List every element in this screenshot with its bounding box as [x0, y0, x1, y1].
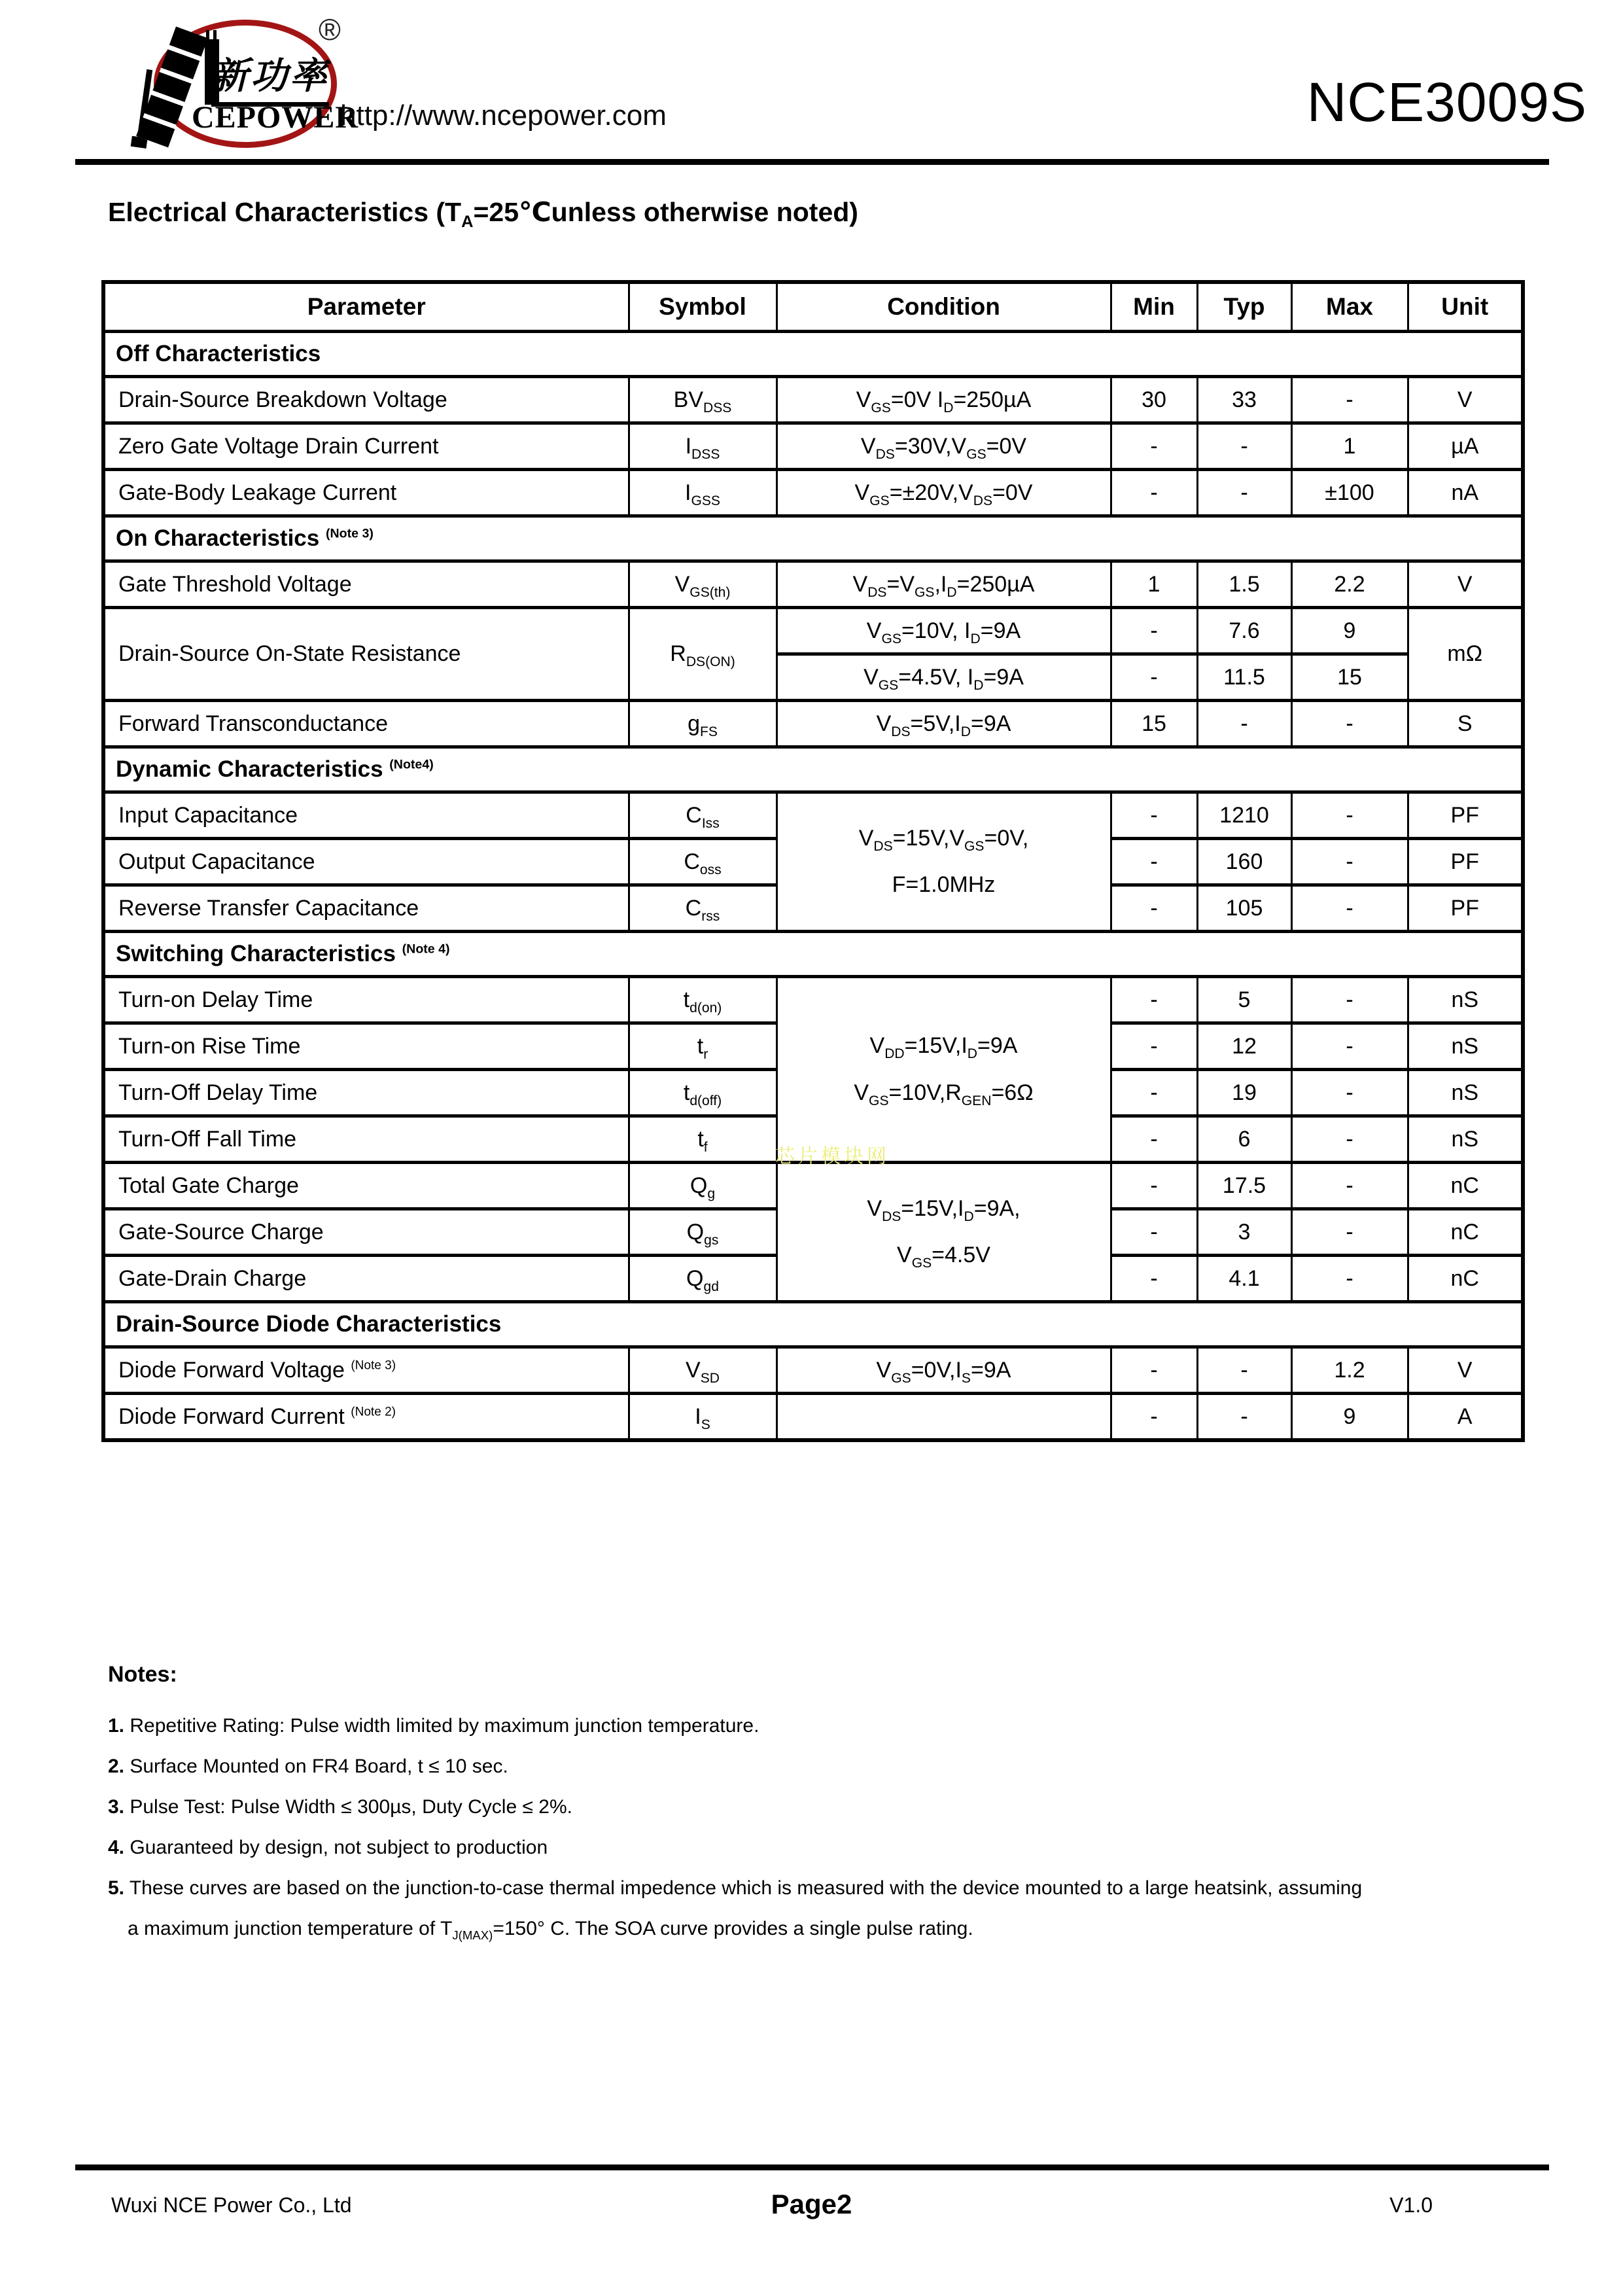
- electrical-characteristics-table: [101, 280, 1525, 1442]
- value-cell: $t_f$: [629, 1116, 777, 1163]
- notes-title: Notes:: [108, 1662, 177, 1687]
- column-header: Parameter: [103, 282, 629, 332]
- value-cell: -: [1291, 1163, 1408, 1209]
- value-cell: 7.6: [1197, 608, 1291, 654]
- note-number: 2.: [108, 1756, 125, 1777]
- value-cell: -: [1197, 701, 1291, 747]
- column-header: Symbol: [629, 282, 777, 332]
- section-header: Dynamic Characteristics $^{(Note4)}$: [103, 747, 1523, 792]
- ncepower-logo: [75, 7, 357, 154]
- value-cell: 17.5: [1197, 1163, 1291, 1209]
- value-cell: -: [1111, 423, 1197, 470]
- parameter-cell: Input Capacitance: [103, 792, 629, 839]
- value-cell: $V_{GS(th)}$: [629, 561, 777, 608]
- parameter-cell: Drain-Source Breakdown Voltage: [103, 377, 629, 423]
- parameter-cell: Gate-Drain Charge: [103, 1256, 629, 1302]
- notes-list: [108, 1706, 1521, 1956]
- value-cell: -: [1111, 1209, 1197, 1256]
- parameter-cell: Reverse Transfer Capacitance: [103, 885, 629, 932]
- value-cell: PF: [1408, 792, 1523, 839]
- note-number: 1.: [108, 1715, 125, 1737]
- page-title: Electrical Characteristics ($T_A=25℃unless$ otherwise noted): [108, 197, 858, 232]
- value-cell: -: [1111, 1256, 1197, 1302]
- table-row: [103, 1163, 1523, 1209]
- parameter-cell: Turn-Off Delay Time: [103, 1070, 629, 1116]
- value-cell: -: [1291, 1116, 1408, 1163]
- watermark-text: 芯片模块网: [775, 1146, 890, 1167]
- value-cell: 15: [1111, 701, 1197, 747]
- parameter-cell: Diode Forward Current $^{(Note 2)}$: [103, 1394, 629, 1441]
- value-cell: $R_{DS(ON)}$: [629, 608, 777, 701]
- value-cell: -: [1291, 1070, 1408, 1116]
- section-row: [103, 1302, 1523, 1347]
- value-cell: $BV_{DSS}$: [629, 377, 777, 423]
- value-cell: S: [1408, 701, 1523, 747]
- value-cell: $I_{GSS}$: [629, 470, 777, 516]
- value-cell: nC: [1408, 1209, 1523, 1256]
- company-url: http://www.ncepower.com: [340, 99, 667, 132]
- value-cell: 4.1: [1197, 1256, 1291, 1302]
- value-cell: -: [1197, 470, 1291, 516]
- value-cell: -: [1291, 377, 1408, 423]
- registered-trademark-icon: ®: [319, 12, 341, 46]
- note-item: 3. Pulse Test: Pulse Width ≤ 300µs, Duty Cycle ≤ 2%.: [108, 1796, 572, 1818]
- value-cell: $t_r$: [629, 1023, 777, 1070]
- parameter-cell: Gate-Source Charge: [103, 1209, 629, 1256]
- note-item: a maximum junction temperature of $T_{J(MAX)}=150^\circ$ C. The SOA curve provides a single pulse rating.: [128, 1918, 973, 1942]
- value-cell: -: [1111, 1023, 1197, 1070]
- section-header: On Characteristics $^{(Note 3)}$: [103, 516, 1523, 561]
- note-number: 4.: [108, 1837, 125, 1858]
- table-row: [103, 1394, 1523, 1441]
- value-cell: $g_{FS}$: [629, 701, 777, 747]
- part-number: NCE3009S: [1306, 71, 1587, 133]
- section-row: [103, 332, 1523, 377]
- value-cell: -: [1111, 1116, 1197, 1163]
- value-cell: 105: [1197, 885, 1291, 932]
- table-row: [103, 977, 1523, 1023]
- footer-version: V1.0: [1389, 2193, 1433, 2217]
- value-cell: $V_{GS}=10V$, $I_D=9A$: [777, 608, 1111, 654]
- note-number: 5.: [108, 1877, 125, 1899]
- value-cell: 15: [1291, 654, 1408, 701]
- parameter-cell: Total Gate Charge: [103, 1163, 629, 1209]
- value-cell: -: [1291, 792, 1408, 839]
- table-row: [103, 608, 1523, 654]
- value-cell: $C_{Iss}$: [629, 792, 777, 839]
- value-cell: -: [1111, 608, 1197, 654]
- note-number: 3.: [108, 1796, 125, 1818]
- value-cell: $V_{DS}=30V,V_{GS}=0V$: [777, 423, 1111, 470]
- section-row: [103, 932, 1523, 977]
- value-cell: -: [1111, 1347, 1197, 1394]
- value-cell: V: [1408, 561, 1523, 608]
- value-cell: $V_{DS}=V_{GS},I_D=250\mu A$: [777, 561, 1111, 608]
- value-cell: 1.5: [1197, 561, 1291, 608]
- value-cell: PF: [1408, 839, 1523, 885]
- value-cell: $Q_{gd}$: [629, 1256, 777, 1302]
- value-cell: $Q_{gs}$: [629, 1209, 777, 1256]
- footer-company: Wuxi NCE Power Co., Ltd: [111, 2193, 352, 2217]
- value-cell: PF: [1408, 885, 1523, 932]
- value-cell: -: [1197, 1347, 1291, 1394]
- value-cell: nC: [1408, 1256, 1523, 1302]
- column-header: Unit: [1408, 282, 1523, 332]
- value-cell: V: [1408, 1347, 1523, 1394]
- value-cell: $Q_g$: [629, 1163, 777, 1209]
- parameter-cell: Gate-Body Leakage Current: [103, 470, 629, 516]
- value-cell: -: [1291, 977, 1408, 1023]
- value-cell: 5: [1197, 977, 1291, 1023]
- value-cell: -: [1111, 885, 1197, 932]
- parameter-cell: Diode Forward Voltage $^{(Note 3)}$: [103, 1347, 629, 1394]
- value-cell: 19: [1197, 1070, 1291, 1116]
- value-cell: nS: [1408, 1070, 1523, 1116]
- value-cell: 9: [1291, 1394, 1408, 1441]
- value-cell: $V_{DS}=15V,I_D=9A$, $V_{GS}=4.5V$: [777, 1163, 1111, 1302]
- table-row: [103, 792, 1523, 839]
- value-cell: -: [1111, 839, 1197, 885]
- parameter-cell: Drain-Source On-State Resistance: [103, 608, 629, 701]
- parameter-cell: Gate Threshold Voltage: [103, 561, 629, 608]
- parameter-cell: Zero Gate Voltage Drain Current: [103, 423, 629, 470]
- value-cell: -: [1291, 1209, 1408, 1256]
- value-cell: 1: [1291, 423, 1408, 470]
- value-cell: $I_{DSS}$: [629, 423, 777, 470]
- value-cell: 30: [1111, 377, 1197, 423]
- parameter-cell: Output Capacitance: [103, 839, 629, 885]
- section-header: Drain-Source Diode Characteristics: [103, 1302, 1523, 1347]
- value-cell: $V_{GS}=0V,I_S=9A$: [777, 1347, 1111, 1394]
- note-item: 1. Repetitive Rating: Pulse width limited by maximum junction temperature.: [108, 1715, 759, 1737]
- value-cell: $V_{GS}=0V$ $I_D=250\mu A$: [777, 377, 1111, 423]
- value-cell: $t_{d(on)}$: [629, 977, 777, 1023]
- header-divider-rule: [75, 159, 1549, 165]
- value-cell: 33: [1197, 377, 1291, 423]
- value-cell: nA: [1408, 470, 1523, 516]
- value-cell: $V_{DS}=15V,V_{GS}=0V$, F=1.0MHz: [777, 792, 1111, 932]
- value-cell: -: [1111, 792, 1197, 839]
- table-row: [103, 561, 1523, 608]
- column-header: Typ: [1197, 282, 1291, 332]
- value-cell: $t_{d(off)}$: [629, 1070, 777, 1116]
- table-header-row: [103, 282, 1523, 332]
- value-cell: -: [1197, 423, 1291, 470]
- section-row: [103, 747, 1523, 792]
- value-cell: -: [1291, 885, 1408, 932]
- value-cell: -: [1111, 1394, 1197, 1441]
- note-item: 5. These curves are based on the junction-to-case thermal impedence which is measured with the device mounted to a large heatsink, assuming: [108, 1877, 1363, 1899]
- section-header: Switching Characteristics $^{(Note 4)}$: [103, 932, 1523, 977]
- value-cell: µA: [1408, 423, 1523, 470]
- value-cell: 11.5: [1197, 654, 1291, 701]
- value-cell: 3: [1197, 1209, 1291, 1256]
- table-row: [103, 701, 1523, 747]
- parameter-cell: Turn-on Delay Time: [103, 977, 629, 1023]
- value-cell: nS: [1408, 1116, 1523, 1163]
- table-row: [103, 470, 1523, 516]
- table-row: [103, 1347, 1523, 1394]
- table-row: [103, 423, 1523, 470]
- logo-chinese-text: 新功率: [211, 47, 329, 107]
- value-cell: ±100: [1291, 470, 1408, 516]
- value-cell: $I_S$: [629, 1394, 777, 1441]
- column-header: Condition: [777, 282, 1111, 332]
- logo-latin-text: CEPOWER: [192, 100, 359, 135]
- value-cell: -: [1197, 1394, 1291, 1441]
- value-cell: $V_{GS}=4.5V$, $I_D=9A$: [777, 654, 1111, 701]
- value-cell: 6: [1197, 1116, 1291, 1163]
- value-cell: 2.2: [1291, 561, 1408, 608]
- value-cell: 1210: [1197, 792, 1291, 839]
- value-cell: $V_{DS}=5V,I_D=9A$: [777, 701, 1111, 747]
- value-cell: $C_{rss}$: [629, 885, 777, 932]
- footer-divider-rule: [75, 2164, 1549, 2170]
- notes-section: [108, 1662, 1521, 1956]
- parameter-cell: Turn-Off Fall Time: [103, 1116, 629, 1163]
- value-cell: -: [1291, 839, 1408, 885]
- note-item: 2. Surface Mounted on FR4 Board, t ≤ 10 sec.: [108, 1756, 508, 1777]
- column-header: Max: [1291, 282, 1408, 332]
- value-cell: 160: [1197, 839, 1291, 885]
- note-item: 4. Guaranteed by design, not subject to production: [108, 1837, 548, 1858]
- section-row: [103, 516, 1523, 561]
- value-cell: V: [1408, 377, 1523, 423]
- value-cell: -: [1111, 1163, 1197, 1209]
- value-cell: -: [1291, 1256, 1408, 1302]
- value-cell: 9: [1291, 608, 1408, 654]
- parameter-cell: Turn-on Rise Time: [103, 1023, 629, 1070]
- value-cell: -: [1291, 701, 1408, 747]
- value-cell: -: [1111, 470, 1197, 516]
- parameter-cell: Forward Transconductance: [103, 701, 629, 747]
- value-cell: $C_{oss}$: [629, 839, 777, 885]
- value-cell: -: [1111, 654, 1197, 701]
- value-cell: A: [1408, 1394, 1523, 1441]
- value-cell: $V_{GS}=\pm 20V,V_{DS}=0V$: [777, 470, 1111, 516]
- value-cell: mΩ: [1408, 608, 1523, 701]
- value-cell: -: [1291, 1023, 1408, 1070]
- footer-page-number: Page2: [771, 2189, 852, 2219]
- value-cell: 1.2: [1291, 1347, 1408, 1394]
- value-cell: nS: [1408, 1023, 1523, 1070]
- value-cell: -: [1111, 977, 1197, 1023]
- section-header: Off Characteristics: [103, 332, 1523, 377]
- value-cell: 12: [1197, 1023, 1291, 1070]
- table-row: [103, 377, 1523, 423]
- value-cell: $V_{SD}$: [629, 1347, 777, 1394]
- value-cell: [777, 1394, 1111, 1441]
- value-cell: nC: [1408, 1163, 1523, 1209]
- value-cell: -: [1111, 1070, 1197, 1116]
- column-header: Min: [1111, 282, 1197, 332]
- value-cell: $V_{DD}=15V,I_D=9A$ $V_{GS}=10V,R_{GEN}=6\Omega$: [777, 977, 1111, 1163]
- value-cell: 1: [1111, 561, 1197, 608]
- value-cell: nS: [1408, 977, 1523, 1023]
